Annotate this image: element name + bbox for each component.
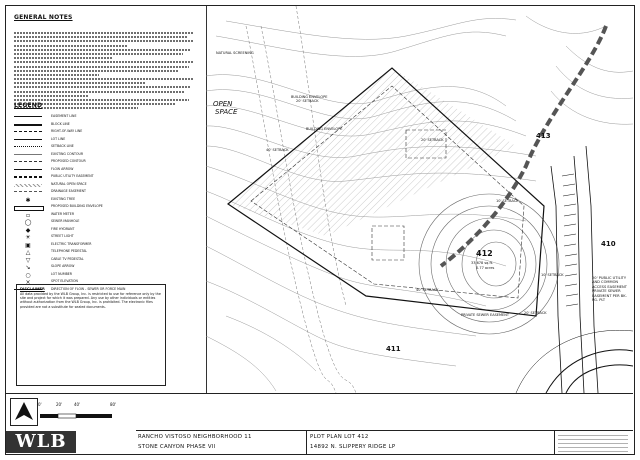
legend-symbol bbox=[14, 124, 42, 129]
lot-412-number: 412 bbox=[476, 249, 493, 258]
legend-label: CABLE TV PEDESTAL bbox=[51, 256, 84, 261]
setback-label-6: 20' SETBACK bbox=[524, 311, 547, 315]
firm-logo: WLB bbox=[6, 431, 76, 453]
natural-screening-label: NATURAL SCREENING bbox=[216, 51, 254, 55]
project-name: RANCHO VISTOSO NEIGHBORHOOD 11 bbox=[138, 434, 252, 440]
setback-label-2: 40' SETBACK bbox=[266, 148, 289, 152]
revision-block bbox=[558, 434, 628, 452]
legend-item bbox=[14, 182, 202, 190]
legend-item bbox=[14, 264, 202, 272]
legend-symbol: ○ bbox=[25, 271, 31, 279]
building-envelope-label-2: BUILDING ENVELOPE bbox=[291, 95, 328, 99]
site-plan-drawing bbox=[206, 6, 633, 393]
disclaimer-box bbox=[16, 284, 166, 386]
legend-item bbox=[14, 174, 202, 182]
legend-label: PROPOSED CONTOUR bbox=[51, 159, 86, 163]
north-arrow-icon bbox=[11, 399, 37, 425]
legend-label: RIGHT-OF-WAY LINE bbox=[51, 129, 83, 133]
legend-label: EXISTING CONTOUR bbox=[51, 151, 84, 156]
scale-tick-1: 20' bbox=[56, 402, 63, 407]
title-block bbox=[6, 393, 633, 455]
legend-symbol bbox=[14, 176, 42, 178]
legend-item bbox=[14, 234, 202, 242]
legend-label: WATER METER bbox=[51, 211, 75, 216]
legend-label: SLOPE ARROW bbox=[51, 264, 75, 268]
drawing-sheet bbox=[5, 5, 635, 455]
setback-label-4: 10' SETBACK bbox=[496, 199, 519, 203]
title-col-divider-1 bbox=[306, 430, 307, 455]
legend-label: FLOW ARROW bbox=[51, 166, 74, 171]
legend-item bbox=[14, 122, 202, 130]
disclaimer-text: All data provided by the WLB Group, Inc. is restricted to use for reference only by the site and project for which it was prepared. Any use by other individuals or entities without authorization from the WLB Group, Inc. is prohibited. The electronic files provided are not a substitute for sealed documents. bbox=[20, 292, 161, 309]
setback-label-1: 20' SETBACK bbox=[296, 99, 319, 103]
lot-411-number: 411 bbox=[386, 345, 401, 353]
legend-symbol bbox=[14, 169, 42, 173]
legend-symbol: ◯ bbox=[24, 219, 32, 226]
legend-symbol bbox=[14, 116, 42, 120]
legend bbox=[14, 114, 202, 294]
project-phase: STONE CANYON PHASE VII bbox=[138, 444, 216, 450]
legend-item bbox=[14, 197, 202, 205]
lot-acres-label: 0.77 acres bbox=[476, 266, 495, 270]
legend-label: DIRECTION OF FLOW - SEWER OR FORCE MAIN bbox=[51, 286, 126, 291]
legend-symbol: ▽ bbox=[25, 256, 31, 264]
legend-label: ELECTRIC TRANSFORMER bbox=[51, 241, 92, 246]
scale-tick-3: 80' bbox=[110, 402, 117, 407]
north-arrow bbox=[10, 398, 38, 426]
legend-symbol bbox=[14, 161, 42, 165]
legend-item bbox=[14, 227, 202, 235]
legend-label: PUBLIC UTILITY EASEMENT bbox=[51, 174, 94, 178]
legend-label: DRAINAGE EASEMENT bbox=[51, 189, 86, 193]
legend-item bbox=[14, 114, 202, 122]
legend-symbol bbox=[14, 131, 42, 135]
legend-symbol bbox=[14, 184, 42, 187]
legend-symbol bbox=[14, 191, 42, 195]
site-address: 14892 N. SLIPPERY RIDGE LP bbox=[310, 444, 396, 450]
legend-item bbox=[14, 219, 202, 227]
sewer-easement-label: PRIVATE SEWER EASEMENT bbox=[461, 313, 510, 317]
street-stripes bbox=[562, 174, 578, 306]
setback-label-7: 40' SETBACK bbox=[416, 288, 439, 292]
legend-item bbox=[14, 144, 202, 152]
easement-note-box bbox=[592, 276, 633, 316]
general-notes-block bbox=[14, 32, 202, 112]
site-plan bbox=[206, 6, 633, 393]
legend-label: FIRE HYDRANT bbox=[51, 226, 75, 231]
building-envelope-label-1: BUILDING ENVELOPE bbox=[306, 127, 343, 131]
legend-item bbox=[14, 129, 202, 137]
legend-item bbox=[14, 189, 202, 197]
scale-bar bbox=[40, 408, 120, 426]
disclaimer-title: DISCLAIMER bbox=[20, 287, 45, 291]
title-divider bbox=[136, 430, 633, 431]
open-space-label-1: OPEN bbox=[213, 100, 233, 108]
legend-item bbox=[14, 257, 202, 265]
legend-item bbox=[14, 167, 202, 175]
legend-symbol: ▣ bbox=[25, 241, 31, 249]
scale-tick-0: 0' bbox=[38, 402, 42, 407]
street-right bbox=[551, 146, 598, 393]
legend-item bbox=[14, 242, 202, 250]
legend-item bbox=[14, 204, 202, 212]
legend-label: SPOT ELEVATION bbox=[51, 279, 78, 283]
lot-413-number: 413 bbox=[536, 132, 551, 140]
legend-symbol bbox=[14, 139, 42, 143]
legend-item bbox=[14, 249, 202, 257]
setback-label-5: 10' SETBACK bbox=[541, 273, 564, 277]
setback-label-3: 20' SETBACK bbox=[421, 138, 444, 142]
legend-symbol: ▫ bbox=[25, 211, 31, 219]
legend-label: PROPOSED BUILDING ENVELOPE bbox=[51, 204, 103, 208]
legend-label: STREET LIGHT bbox=[51, 234, 74, 238]
legend-label: SEWER MANHOLE bbox=[51, 219, 80, 223]
lot-area-label: 33,678 sq.ft. bbox=[471, 261, 494, 265]
legend-symbol bbox=[14, 146, 42, 150]
building-envelope-hatch bbox=[228, 68, 516, 236]
legend-symbol bbox=[14, 206, 44, 211]
legend-symbol bbox=[14, 154, 42, 158]
notes-legend-column bbox=[6, 6, 207, 393]
legend-symbol: ◆ bbox=[25, 226, 31, 234]
easement-note: 20' PUBLIC UTILITY AND COMMON ACCESS EASEMENT PRIVATE SEWER EASEMENT PER BK. PG. PLT bbox=[592, 276, 627, 303]
legend-label: LOT NUMBER bbox=[51, 271, 73, 276]
general-notes-title: GENERAL NOTES bbox=[14, 14, 73, 21]
legend-title: LEGEND bbox=[14, 102, 43, 109]
legend-item bbox=[14, 272, 202, 280]
legend-symbol: ✱ bbox=[25, 196, 31, 204]
legend-item bbox=[14, 137, 202, 145]
legend-label: SETBACK LINE bbox=[51, 144, 74, 148]
open-space-label-2: SPACE bbox=[215, 108, 238, 116]
legend-label: EASEMENT LINE bbox=[51, 114, 77, 118]
legend-symbol: ☀ bbox=[25, 234, 31, 241]
legend-label: EXISTING TREE bbox=[51, 196, 76, 201]
legend-symbol: ↘ bbox=[25, 264, 31, 271]
sheet-title: PLOT PLAN LOT 412 bbox=[310, 434, 369, 440]
cul-de-sac bbox=[516, 330, 633, 393]
legend-item bbox=[14, 212, 202, 220]
legend-label: LOT LINE bbox=[51, 136, 66, 141]
lot-410-number: 410 bbox=[601, 240, 616, 248]
legend-label: BLOCK LINE bbox=[51, 121, 70, 126]
legend-label: TELEPHONE PEDESTAL bbox=[51, 249, 88, 253]
legend-symbol: △ bbox=[25, 249, 31, 256]
title-col-divider-2 bbox=[554, 430, 555, 455]
legend-symbol: × bbox=[25, 279, 31, 286]
legend-item bbox=[14, 152, 202, 160]
legend-item bbox=[14, 159, 202, 167]
scale-tick-2: 40' bbox=[74, 402, 81, 407]
legend-label: NATURAL OPEN SPACE bbox=[51, 181, 87, 186]
